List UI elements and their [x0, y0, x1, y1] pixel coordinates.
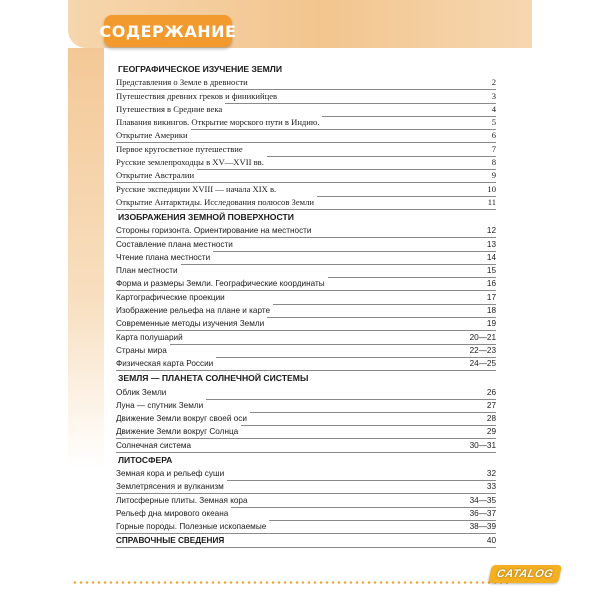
toc-entry[interactable]: [116, 508, 496, 521]
toc-entry[interactable]: [116, 130, 496, 143]
toc-entry[interactable]: [116, 197, 496, 210]
toc-entry[interactable]: [116, 305, 496, 318]
toc-entry[interactable]: [116, 468, 496, 481]
toc-entry-page-number: 9: [491, 170, 496, 181]
toc-entry-page-number: 34—35: [469, 495, 496, 505]
toc-entry-page-number: 13: [486, 239, 496, 249]
toc-entry[interactable]: [116, 358, 496, 371]
toc-entry-page-number: 38—39: [469, 522, 496, 532]
toc-entry-page-number: 10: [487, 183, 496, 194]
toc-entry[interactable]: [116, 400, 496, 413]
toc-entry-page-number: 24—25: [469, 359, 496, 369]
toc-entry-title: Современные методы изучения Земли: [116, 317, 267, 330]
toc-entry-title: Плавания викингов. Открытие морского пути в Индию.: [116, 116, 322, 129]
toc-entry-page-number: 7: [491, 143, 496, 154]
toc-entry-title: Чтение плана местности: [116, 251, 213, 264]
toc-entry-page-number: 5: [491, 117, 496, 128]
toc-entry-page-number: 4: [491, 103, 496, 114]
toc-entry[interactable]: [116, 318, 496, 331]
toc-entry[interactable]: [116, 143, 496, 156]
toc-entry-page-number: 18: [486, 306, 496, 316]
side-decoration-strip: [68, 48, 104, 468]
table-of-contents: [116, 62, 496, 548]
bottom-dotted-border: [72, 581, 508, 584]
toc-entry-title: Земная кора и рельеф суши: [116, 467, 227, 480]
toc-entry-page-number: 11: [487, 196, 496, 207]
toc-entry-title: Путешествия в Средние века: [116, 103, 225, 116]
toc-entry[interactable]: [116, 157, 496, 170]
toc-entry-reference[interactable]: [116, 534, 496, 547]
toc-entry-page-number: 28: [486, 414, 496, 424]
toc-entry-title: Литосферные плиты. Земная кора: [116, 494, 251, 507]
toc-entry[interactable]: [116, 278, 496, 291]
toc-entry-title: Физическая карта России: [116, 357, 216, 370]
toc-entry-page-number: 26: [486, 387, 496, 397]
toc-entry[interactable]: [116, 265, 496, 278]
toc-entry-page-number: 20—21: [469, 332, 496, 342]
toc-entry[interactable]: [116, 426, 496, 439]
toc-entry[interactable]: [116, 77, 496, 90]
toc-entry-page-number: 33: [486, 482, 496, 492]
section-heading: ИЗОБРАЖЕНИЯ ЗЕМНОЙ ПОВЕРХНОСТИ: [118, 211, 294, 222]
page-title: СОДЕРЖАНИЕ: [99, 21, 237, 41]
toc-entry-title: Русские экспедиции XVIII — начала XIX в.: [116, 183, 279, 196]
section-heading: ЗЕМЛЯ — ПЛАНЕТА СОЛНЕЧНОЙ СИСТЕМЫ: [118, 373, 309, 384]
toc-entry-page-number: 2: [491, 77, 496, 88]
toc-entry[interactable]: [116, 225, 496, 238]
toc-entry[interactable]: [116, 104, 496, 117]
toc-entry[interactable]: [116, 183, 496, 196]
toc-entry-page-number: 3: [491, 90, 496, 101]
catalog-watermark-logo: [488, 565, 562, 583]
toc-entry-title: Стороны горизонта. Ориентирование на местности: [116, 224, 315, 237]
toc-entry-page-number: 17: [486, 292, 496, 302]
toc-entry-page-number: 36—37: [469, 508, 496, 518]
watermark-text: CATALOG: [495, 568, 555, 580]
toc-entry-page-number: 16: [486, 279, 496, 289]
toc-entry-title: Карта полушарий: [116, 331, 186, 344]
toc-entry-title: Движение Земли вокруг своей оси: [116, 412, 250, 425]
toc-entry[interactable]: [116, 291, 496, 304]
toc-entry-page-number: 32: [486, 469, 496, 479]
page-title-badge: [99, 15, 237, 47]
toc-entry-title: Первое кругосветное путешествие: [116, 143, 246, 156]
toc-entry-title: Землетрясения и вулканизм: [116, 480, 227, 493]
toc-entry[interactable]: [116, 494, 496, 507]
toc-entry-title: Открытие Австралии: [116, 169, 197, 182]
toc-entry-page-number: 22—23: [469, 345, 496, 355]
toc-entry-title: Страны мира: [116, 344, 170, 357]
toc-entry-title: Луна — спутник Земли: [116, 399, 206, 412]
toc-entry-title: Русские землепроходцы в XV—XVII вв.: [116, 156, 267, 169]
toc-entry[interactable]: [116, 252, 496, 265]
toc-entry-title: Горные породы. Полезные ископаемые: [116, 520, 269, 533]
toc-entry-title: Картографические проекции: [116, 291, 228, 304]
toc-entry[interactable]: [116, 386, 496, 399]
toc-entry-page-number: 6: [491, 130, 496, 141]
toc-entry[interactable]: [116, 331, 496, 344]
toc-entry-title: Рельеф дна мирового океана: [116, 507, 231, 520]
section-heading: ГЕОГРАФИЧЕСКОЕ ИЗУЧЕНИЕ ЗЕМЛИ: [118, 64, 282, 74]
toc-entry-title: План местности: [116, 264, 181, 277]
toc-entry-title: Движение Земли вокруг Солнца: [116, 425, 241, 438]
toc-entry-page-number: 27: [486, 400, 496, 410]
toc-entry[interactable]: [116, 481, 496, 494]
toc-entry[interactable]: [116, 345, 496, 358]
toc-entry[interactable]: [116, 90, 496, 103]
toc-entry-page-number: 12: [486, 226, 496, 236]
toc-entry-title: Форма и размеры Земли. Географические координаты: [116, 277, 328, 290]
toc-entry-title: Изображение рельефа на плане и карте: [116, 304, 273, 317]
toc-entry-page-number: 40: [486, 535, 496, 545]
toc-entry[interactable]: [116, 439, 496, 452]
toc-entry[interactable]: [116, 238, 496, 251]
toc-entry-page-number: 29: [486, 427, 496, 437]
toc-entry-title: Путешествия древних греков и финикийцев: [116, 90, 280, 103]
toc-entry[interactable]: [116, 413, 496, 426]
toc-entry-title: Солнечная система: [116, 439, 194, 452]
toc-entry[interactable]: [116, 170, 496, 183]
toc-entry[interactable]: [116, 117, 496, 130]
toc-entry-title: Открытие Антарктиды. Исследования полюсов Земли: [116, 196, 317, 209]
toc-entry-title: Представления о Земле в древности: [116, 76, 251, 89]
toc-entry-page-number: 14: [486, 252, 496, 262]
toc-entry-page-number: 30—31: [469, 440, 496, 450]
toc-entry-page-number: 8: [491, 157, 496, 168]
section-heading: ЛИТОСФЕРА: [118, 454, 173, 465]
toc-entry-title: Составление плана местности: [116, 238, 236, 251]
toc-entry[interactable]: [116, 521, 496, 534]
toc-entry-title: СПРАВОЧНЫЕ СВЕДЕНИЯ: [116, 534, 227, 547]
toc-entry-page-number: 15: [486, 266, 496, 276]
toc-entry-title: Открытие Америки: [116, 129, 191, 142]
toc-entry-page-number: 19: [486, 319, 496, 329]
toc-entry-title: Облик Земли: [116, 386, 169, 399]
